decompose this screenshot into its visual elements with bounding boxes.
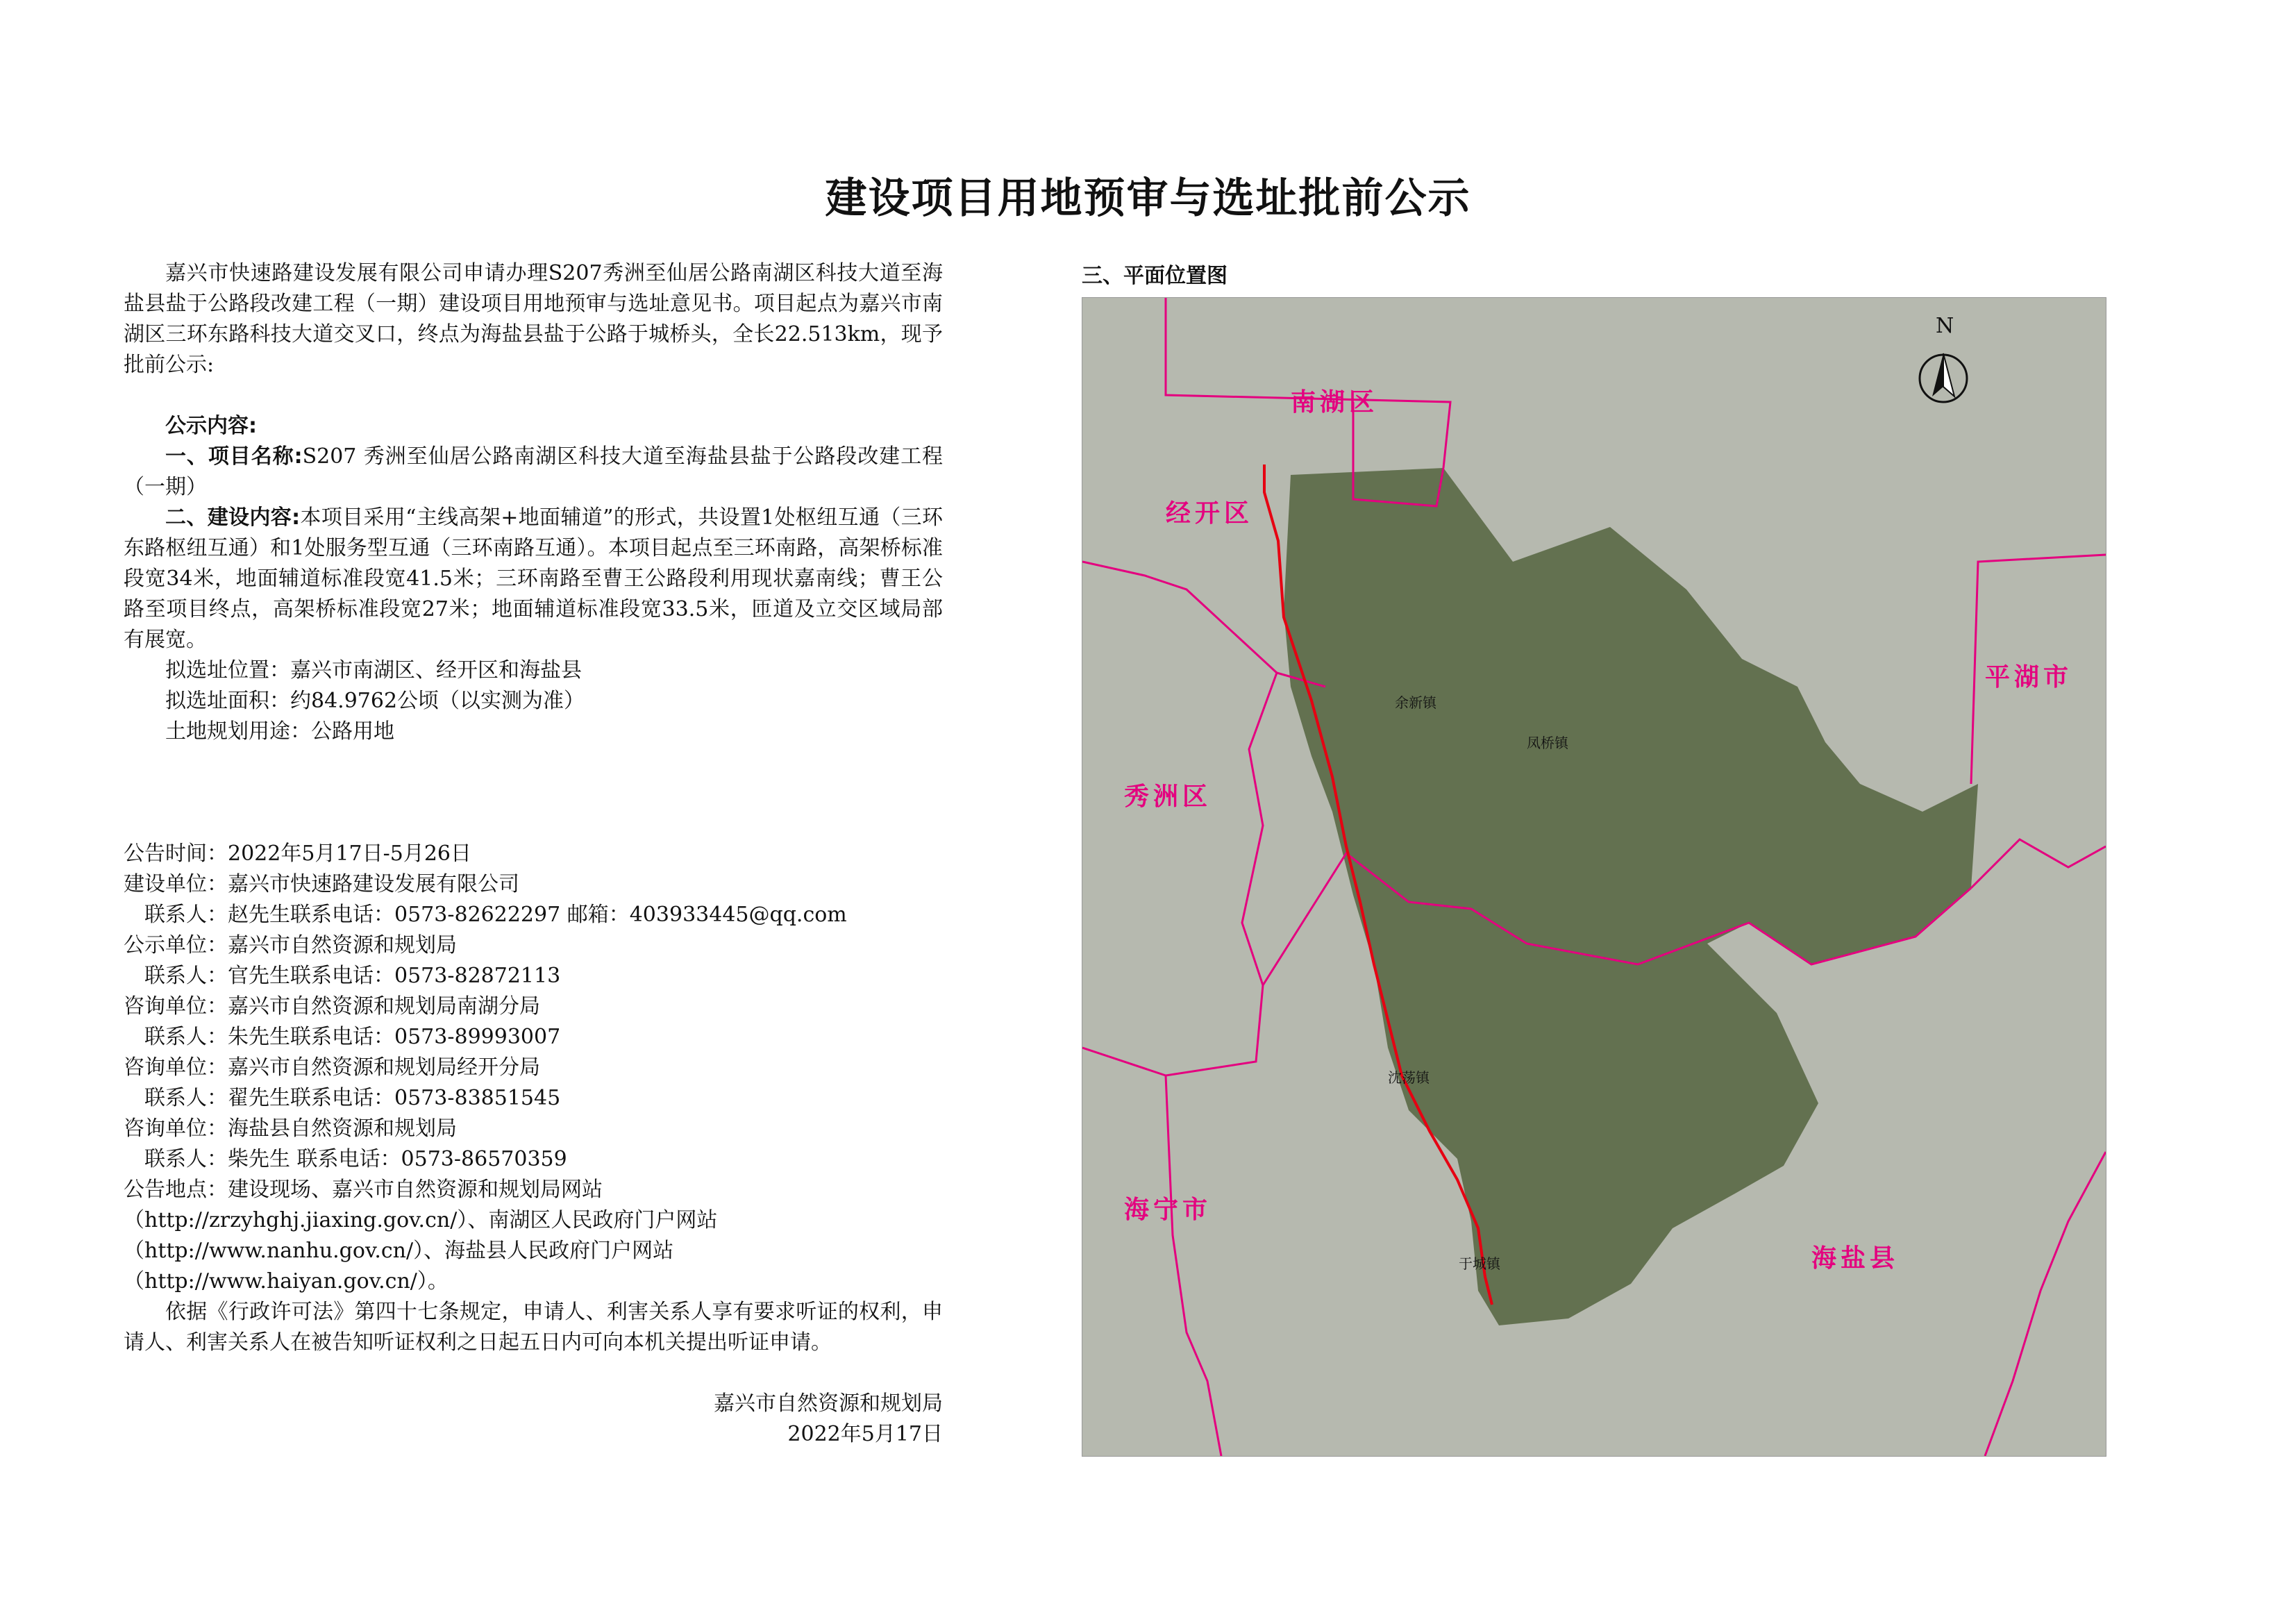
publisher-contact: 联系人：官先生联系电话：0573-82872113	[144, 964, 561, 988]
map-heading: 三、平面位置图	[1082, 264, 1227, 288]
signature-org: 嘉兴市自然资源和规划局	[714, 1391, 943, 1416]
item1-label: 一、项目名称:	[165, 444, 303, 469]
region-label-jingkai: 经开区	[1166, 499, 1254, 528]
legal-paragraph: 依据《行政许可法》第四十七条规定，申请人、利害关系人享有要求听证的权利，申请人、利害关系人在被告知听证权利之日起五日内可向本机关提出听证申请。	[124, 1300, 943, 1355]
town-label-shendang: 沈荡镇	[1388, 1069, 1430, 1086]
item1-text: S207 秀洲至仙居公路南湖区科技大道至海盐县盐于公路段改建工程（一期）	[124, 444, 943, 499]
region-label-haining: 海宁市	[1124, 1196, 1212, 1224]
builder-contact: 联系人：赵先生联系电话：0573-82622297 邮箱：403933445@qq.com	[144, 903, 847, 927]
item-construction-content	[124, 503, 943, 655]
notice-text-column	[124, 258, 943, 1450]
consult-contact-haiyan: 联系人：柴先生 联系电话：0573-86570359	[144, 1147, 567, 1171]
town-label-yuxin: 余新镇	[1395, 694, 1436, 711]
region-label-pinghu: 平湖市	[1985, 663, 2073, 692]
notice-places: 公告地点：建设现场、嘉兴市自然资源和规划局网站（http://zrzyhghj.jiaxing.gov.cn/）、南湖区人民政府门户网站（http://www.nanhu.gov.cn/）、海盐县人民政府门户网站（http://www.haiyan.gov.cn/）。	[124, 1178, 718, 1294]
item2-label: 二、建设内容:	[165, 505, 301, 530]
consult-contact-nanhu: 联系人：朱先生联系电话：0573-89993007	[144, 1025, 561, 1049]
consult-unit-jingkai: 咨询单位：嘉兴市自然资源和规划局经开分局	[124, 1055, 540, 1080]
region-label-haiyan: 海盐县	[1811, 1244, 1900, 1273]
intro-paragraph: 嘉兴市快速路建设发展有限公司申请办理S207秀洲至仙居公路南湖区科技大道至海盐县盐于公路段改建工程（一期）建设项目用地预审与选址意见书。项目起点为嘉兴市南湖区三环东路科技大道交叉口，终点为海盐县盐于公路于城桥头，全长22.513km，现予批前公示:	[124, 261, 943, 377]
site-location: 拟选址位置：嘉兴市南湖区、经开区和海盐县	[165, 658, 582, 683]
consult-unit-haiyan: 咨询单位：海盐县自然资源和规划局	[124, 1116, 457, 1141]
content-heading: 公示内容:	[165, 414, 257, 438]
location-map-svg	[1082, 298, 2106, 1456]
site-area: 拟选址面积：约84.9762公顷（以实测为准）	[165, 689, 585, 713]
item2-text: 本项目采用“主线高架+地面辅道”的形式，共设置1处枢纽互通（三环东路枢纽互通）和1处服务型互通（三环南路互通）。本项目起点至三环南路，高架桥标准段宽34米，地面辅道标准段宽41.5米；三环南路至曹王公路段利用现状嘉南线；曹王公路至项目终点，高架桥标准段宽27米；地面辅道标准段宽33.5米，匝道及立交区域局部有展宽。	[124, 505, 944, 652]
consult-unit-nanhu: 咨询单位：嘉兴市自然资源和规划局南湖分局	[124, 994, 540, 1019]
location-map	[1082, 297, 2106, 1457]
north-label: N	[1936, 314, 1954, 338]
publisher-unit: 公示单位：嘉兴市自然资源和规划局	[124, 933, 457, 957]
consult-contact-jingkai: 联系人：翟先生联系电话：0573-83851545	[144, 1086, 561, 1110]
town-label-fengqiao: 凤桥镇	[1527, 735, 1568, 751]
builder-unit: 建设单位：嘉兴市快速路建设发展有限公司	[124, 872, 519, 896]
region-label-xiuzhou: 秀洲区	[1124, 782, 1212, 811]
signature-date: 2022年5月17日	[787, 1422, 943, 1446]
land-use: 土地规划用途：公路用地	[165, 719, 394, 744]
item-project-name	[124, 442, 943, 503]
town-label-yucheng: 于城镇	[1459, 1255, 1500, 1272]
page-title: 建设项目用地预审与选址批前公示	[825, 174, 1471, 223]
region-label-nanhu: 南湖区	[1291, 388, 1379, 417]
notice-time: 公告时间：2022年5月17日-5月26日	[124, 842, 472, 866]
